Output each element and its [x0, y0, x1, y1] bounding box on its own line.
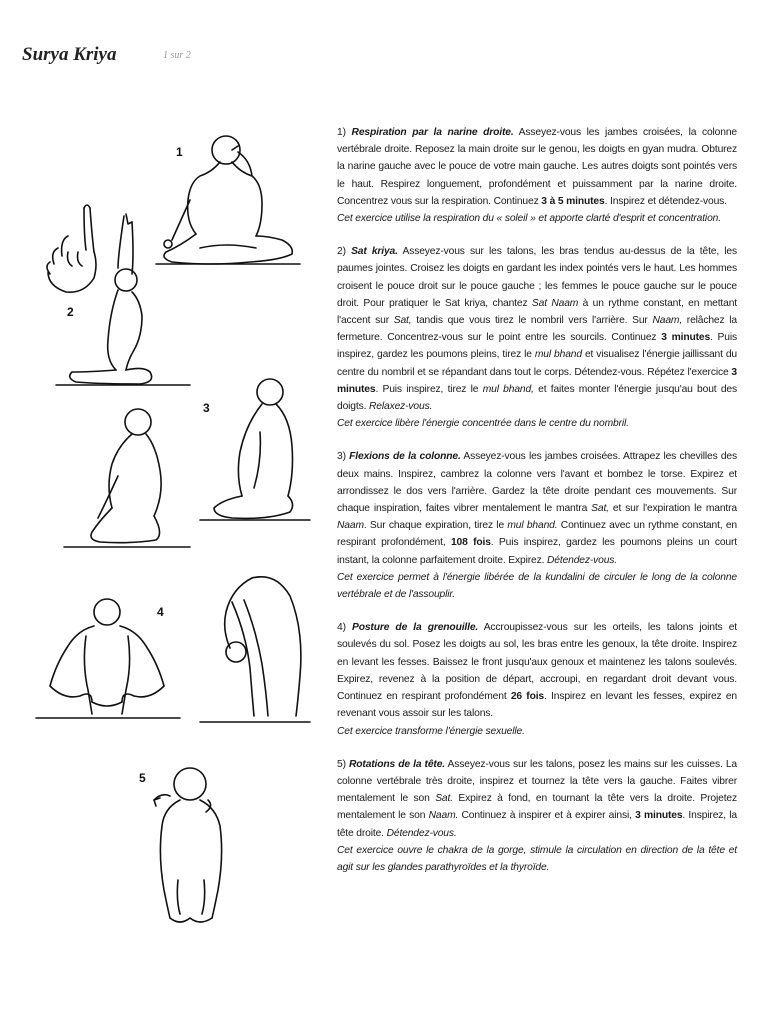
exercise-text: relâchez la fermeture. Concentrez-vous sur le point entre les sourcils. Continuez	[337, 315, 737, 344]
exercise-text: . Puis inspirez, tirez le	[375, 383, 483, 395]
figure-4b-illustration	[200, 577, 310, 722]
exercise-title: Posture de la grenouille.	[352, 622, 479, 634]
exercise-number: 2)	[337, 246, 352, 258]
exercise-text: Sat Naam	[531, 297, 579, 309]
hand-mudra-illustration	[47, 205, 96, 292]
exercise-note: Cet exercice libère l'énergie concentrée dans le centre du nombril.	[337, 418, 629, 430]
exercise-number: 3)	[337, 451, 350, 463]
exercise-text: tandis que vous tirez le nombril vers l'arrière. Sur	[411, 315, 653, 327]
exercise-title: Sat kriya.	[351, 246, 398, 258]
exercise-text: Naam.	[428, 810, 459, 822]
exercise-title: Respiration par la narine droite.	[351, 127, 514, 138]
exercise-text: Naam	[337, 520, 364, 532]
exercise-text: Expirez à fond, en tournant la tête vers la droite. Projetez mentalement le son	[337, 793, 737, 822]
exercise-4	[337, 619, 737, 739]
exercise-number: 5)	[337, 758, 349, 770]
exercise-note: Cet exercice permet à l'énergie libérée de la kundalini de circuler le long de la colonne vertébrale et de l'assouplir.	[337, 571, 737, 601]
exercise-1	[337, 124, 737, 227]
exercise-text: . Inspirez en levant les fesses, expirez en revenant vous assoir sur les talons.	[337, 691, 738, 720]
illustrations-column	[0, 0, 330, 1024]
exercise-text: Asseyez-vous sur les talons, les bras tendus au-dessus de la tête, les paumes jointes. Croisez les doigts en gardant les index pointés vers le haut. Les hommes croisent le pouce droit sur le pouce gauche ; les femmes le pouce gauche sur le pouce droit. Pour pratiquer le Sat kriya, chantez	[337, 246, 737, 309]
exercise-text: Naam,	[652, 315, 683, 327]
exercise-text: Détendez-vous.	[547, 554, 618, 566]
exercise-note: Cet exercice transforme l'énergie sexuelle.	[337, 725, 525, 737]
exercise-text: 26 fois	[510, 691, 545, 703]
exercise-number: 4)	[337, 622, 352, 634]
exercise-text: Sat.	[435, 793, 453, 805]
exercise-text: mul bhand.	[507, 520, 558, 532]
exercise-note: Cet exercice ouvre le chakra de la gorge, stimule la circulation en direction de la tête et agit sur les glandes parathyroïdes et la thyroïde.	[337, 844, 737, 873]
exercise-title: Flexions de la colonne.	[349, 451, 461, 463]
exercise-text: Sat,	[591, 503, 609, 515]
exercise-text: Accroupissez-vous sur les orteils, les talons joints et soulevés du sol. Posez les doigts au sol, les bras entre les genoux, la tête droite. Inspirez en levant les fesses. Baissez le front jusqu'aux genoux et maintenez les talons soulevés. Expirez, revenez à la position de départ, accroupi, en regardant droit devant vous. Continuez en respirant profondément	[337, 622, 737, 703]
exercise-title: Rotations de la tête.	[349, 758, 445, 770]
exercise-text: 3 minutes	[635, 810, 683, 822]
exercise-text: Asseyez-vous sur les talons, posez les mains sur les cuisses. La colonne vertébrale très droite, inspirez et tournez la tête vers la gauche. Faites vibrer mentalement le son	[337, 758, 737, 805]
exercise-text: 3 à 5 minutes	[541, 195, 605, 207]
exercise-text: . Puis inspirez, gardez les poumons pleins, tirez le	[337, 332, 737, 361]
figure-number-2: 2	[67, 305, 74, 319]
exercise-text: Sat,	[393, 315, 412, 327]
exercise-text: à un rythme constant, en mettant l'accent sur	[337, 297, 737, 327]
exercise-text: Détendez-vous.	[386, 827, 457, 839]
page-number: 1 sur 2	[163, 50, 191, 61]
exercise-text: Asseyez-vous les jambes croisées, la colonne vertébrale droite. Reposez la main droite sur le genou, les doigts en gyan mudra. Obturez la narine gauche avec le pouce de votre main gauche. Les autres doigts sont pointés vers le haut. Respirez longuement, profondément et puissamment par la narine droite. Concentrez vous sur la respiration. Continuez	[337, 127, 737, 207]
figure-number-3: 3	[203, 401, 210, 415]
exercise-text: et faites monter l'énergie jusqu'au bout des doigts.	[337, 383, 737, 413]
figure-number-4: 4	[157, 605, 164, 619]
exercise-note: Cet exercice utilise la respiration du « soleil » et apporte clarté d'esprit et concentration.	[337, 213, 721, 225]
figure-3a-illustration	[64, 409, 190, 547]
exercise-text: et visualisez l'énergie jaillissant du centre du nombril et se répandant dans tout le corps. Détendez-vous. Répétez l'exercice	[337, 349, 737, 378]
exercise-2	[337, 243, 737, 432]
exercise-text: Continuez avec un rythme constant, en respirant profondément,	[337, 520, 737, 549]
figure-number-1: 1	[176, 145, 183, 159]
exercise-text: mul bhand,	[482, 383, 534, 395]
figure-5-illustration	[154, 768, 222, 922]
exercise-text: 108 fois	[450, 537, 491, 549]
exercise-text: Asseyez-vous les jambes croisées. Attrapez les chevilles des deux mains. Inspirez, cambrez la colonne vers l'avant et bombez le torse. Expirez et arrondissez le dos vers l'arrière. Gardez la tête droite pendant ces mouvements. Sur chaque inspiration, faites vibrer mentalement le mantra	[337, 451, 738, 515]
exercise-text: Continuez à inspirer et à expirer ainsi,	[458, 810, 636, 822]
exercise-text: . Sur chaque expiration, tirez le	[363, 520, 508, 532]
exercise-5	[337, 756, 737, 876]
exercise-text: mul bhand	[534, 349, 582, 361]
exercise-text: 3 minutes	[661, 332, 711, 344]
exercise-text: . Puis inspirez, gardez les poumons pleins un court instant, la colonne parfaitement droite. Expirez.	[337, 537, 737, 566]
exercise-text: . Inspirez et détendez-vous.	[604, 195, 727, 207]
page-title: Surya Kriya	[22, 44, 117, 65]
figure-number-5: 5	[139, 771, 146, 785]
exercise-text: Relaxez-vous.	[369, 401, 433, 413]
exercise-number: 1)	[337, 127, 352, 138]
instructions-column	[337, 124, 737, 892]
figure-3b-illustration	[200, 379, 310, 520]
exercise-text: 3 minutes	[337, 366, 737, 395]
exercise-text: . Inspirez, la tête droite.	[337, 810, 737, 839]
exercise-3	[337, 448, 737, 603]
exercise-text: et sur l'expiration le mantra	[608, 503, 737, 515]
